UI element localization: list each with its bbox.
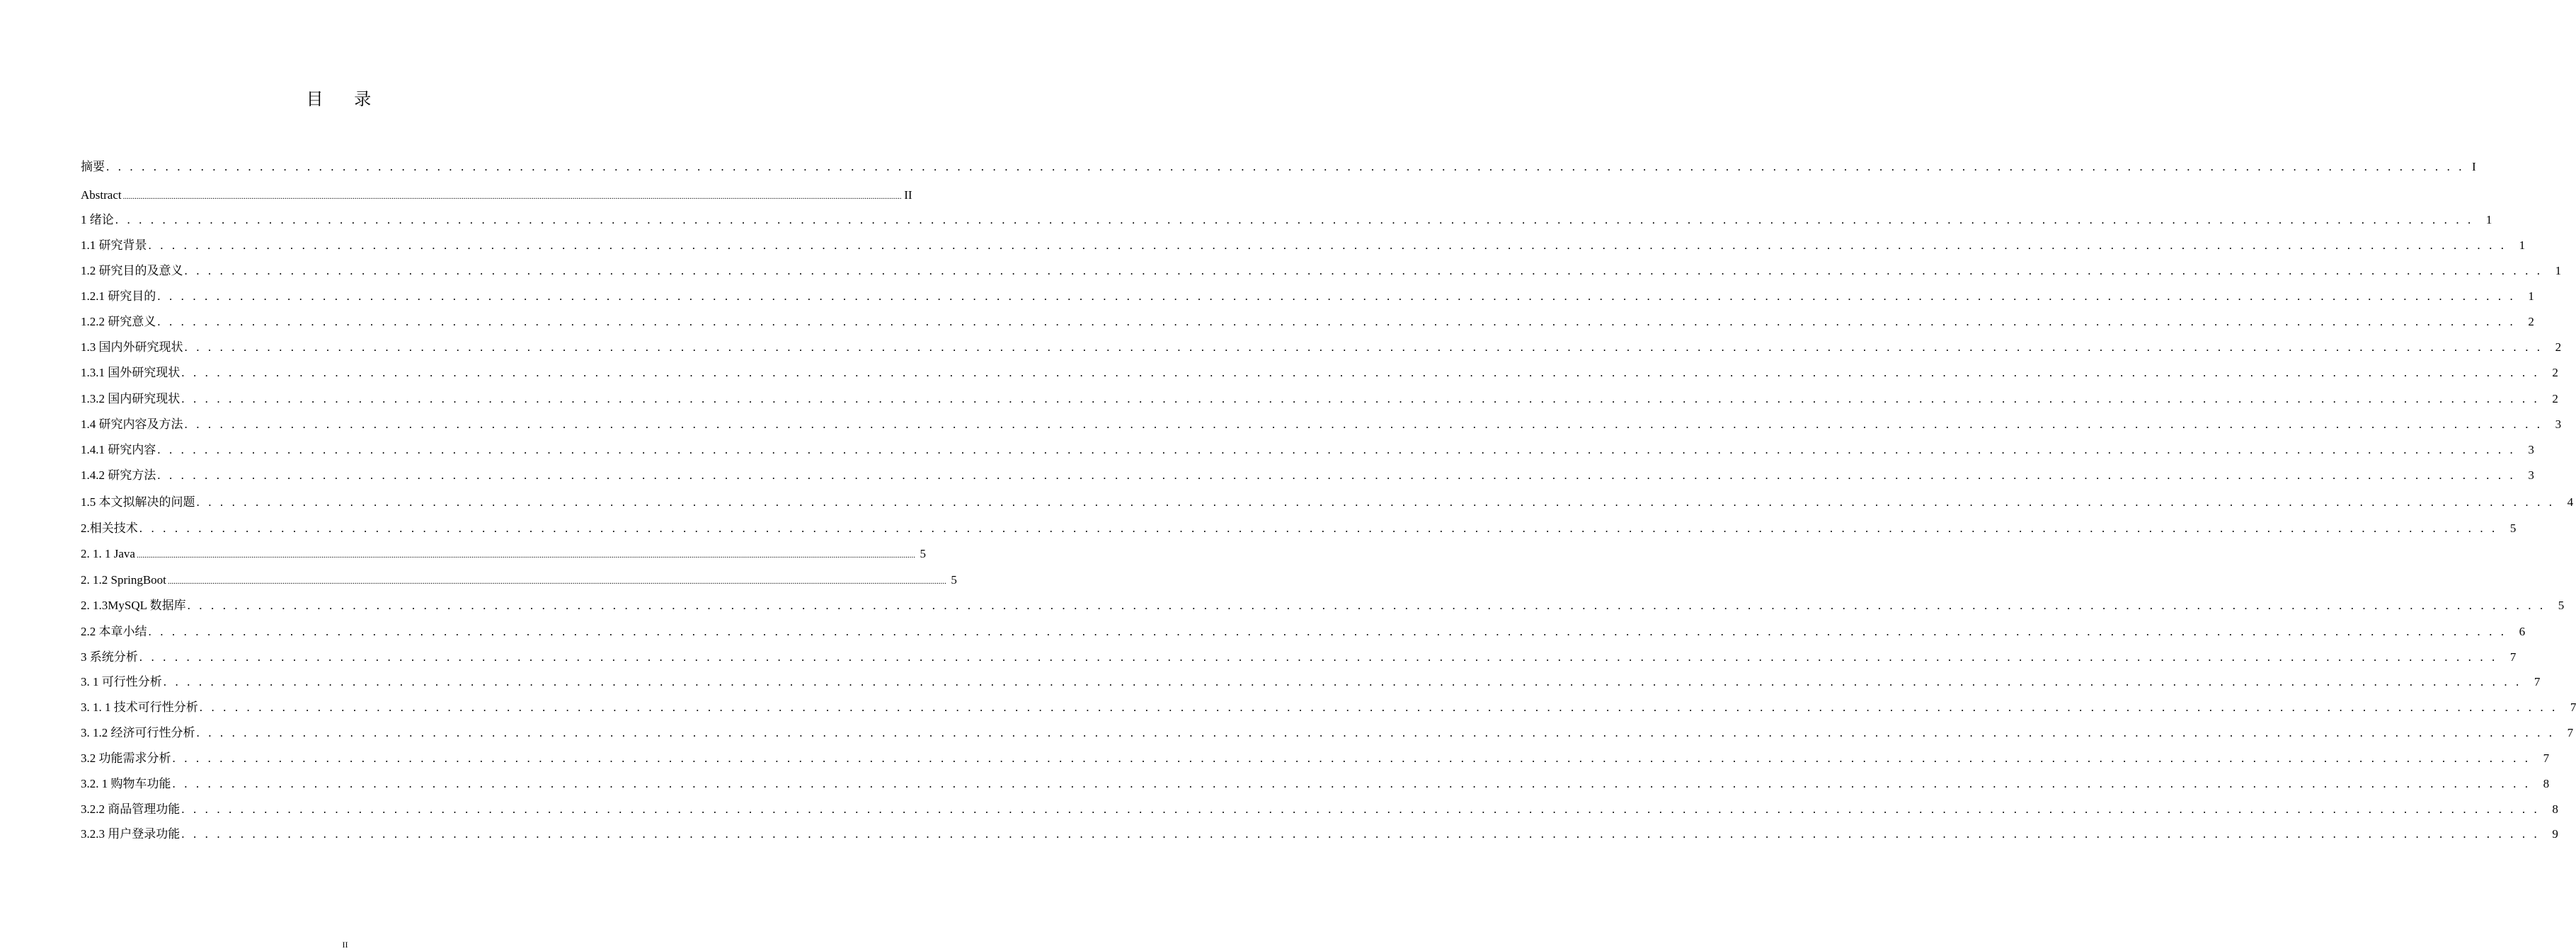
footer-page-number: II <box>342 940 348 950</box>
toc-dot-leader: ................................................................................................................................................................................................................................................................................................................................................................................................................ <box>122 192 902 201</box>
toc-entry-label: 3. 1.2 经济可行性分析 <box>81 726 195 739</box>
toc-dot-leader: . . . . . . . . . . . . . . . . . . . . . . . . . . . . . . . . . . . . . . . . . . . . . . . . . . . . . . . . . . . . . . . . . . . . . . . . . . . . . . . . . . . . . . . . . . . . . . . . . . . . . . . . . . . . . . . . . . . . . . . . . . . . . . . . . . . . . . . . . . . . . . . . . . . . . . . . . . . . . . . . . . . . . . . . . . . . . . . . . . . . . . . . . . . . . . . . . . . . . . . . <box>139 650 2498 664</box>
toc-dot-leader: . . . . . . . . . . . . . . . . . . . . . . . . . . . . . . . . . . . . . . . . . . . . . . . . . . . . . . . . . . . . . . . . . . . . . . . . . . . . . . . . . . . . . . . . . . . . . . . . . . . . . . . . . . . . . . . . . . . . . . . . . . . . . . . . . . . . . . . . . . . . . . . . . . . . . . . . . . . . . . . . . . . . . . . . . . . . . . . . . . . . . . . . . . . . . . . . . . . . . . . . <box>157 289 2516 303</box>
toc-entry-page: 7 <box>2534 675 2541 688</box>
toc-entry-page: 8 <box>2552 802 2558 816</box>
toc-dot-leader: . . . . . . . . . . . . . . . . . . . . . . . . . . . . . . . . . . . . . . . . . . . . . . . . . . . . . . . . . . . . . . . . . . . . . . . . . . . . . . . . . . . . . . . . . . . . . . . . . . . . . . . . . . . . . . . . . . . . . . . . . . . . . . . . . . . . . . . . . . . . . . . . . . . . . . . . . . . . . . . . . . . . . . . . . . . . . . . . . . . . . . . . . . . . . . . . . . . . . . . . <box>106 160 2465 173</box>
toc-dot-leader: . . . . . . . . . . . . . . . . . . . . . . . . . . . . . . . . . . . . . . . . . . . . . . . . . . . . . . . . . . . . . . . . . . . . . . . . . . . . . . . . . . . . . . . . . . . . . . . . . . . . . . . . . . . . . . . . . . . . . . . . . . . . . . . . . . . . . . . . . . . . . . . . . . . . . . . . . . . . . . . . . . . . . . . . . . . . . . . . . . . . . . . . . . . . . . . . . . . . . . . . <box>196 726 2555 739</box>
toc-dot-leader: . . . . . . . . . . . . . . . . . . . . . . . . . . . . . . . . . . . . . . . . . . . . . . . . . . . . . . . . . . . . . . . . . . . . . . . . . . . . . . . . . . . . . . . . . . . . . . . . . . . . . . . . . . . . . . . . . . . . . . . . . . . . . . . . . . . . . . . . . . . . . . . . . . . . . . . . . . . . . . . . . . . . . . . . . . . . . . . . . . . . . . . . . . . . . . . . . . . . . . . . <box>181 827 2540 841</box>
toc-entry-label: 3.2.2 商品管理功能 <box>81 802 181 816</box>
toc-dot-leader: . . . . . . . . . . . . . . . . . . . . . . . . . . . . . . . . . . . . . . . . . . . . . . . . . . . . . . . . . . . . . . . . . . . . . . . . . . . . . . . . . . . . . . . . . . . . . . . . . . . . . . . . . . . . . . . . . . . . . . . . . . . . . . . . . . . . . . . . . . . . . . . . . . . . . . . . . . . . . . . . . . . . . . . . . . . . . . . . . . . . . . . . . . . . . . . . . . . . . . . . <box>157 443 2516 456</box>
toc-entry-label: 2. 1.3MySQL 数据库 <box>81 599 186 612</box>
toc-entry-page: 3 <box>2528 468 2534 482</box>
toc-entry-label: 3 系统分析 <box>81 650 138 664</box>
toc-entry[interactable] <box>81 187 912 204</box>
toc-entry-label: 1.2.2 研究意义 <box>81 315 156 328</box>
toc-entry-label: 2.相关技术 <box>81 521 138 535</box>
toc-dot-leader: . . . . . . . . . . . . . . . . . . . . . . . . . . . . . . . . . . . . . . . . . . . . . . . . . . . . . . . . . . . . . . . . . . . . . . . . . . . . . . . . . . . . . . . . . . . . . . . . . . . . . . . . . . . . . . . . . . . . . . . . . . . . . . . . . . . . . . . . . . . . . . . . . . . . . . . . . . . . . . . . . . . . . . . . . . . . . . . . . . . . . . . . . . . . . . . . . . . . . . . . <box>181 366 2540 379</box>
toc-entry-page: 1 <box>2528 289 2534 303</box>
toc-dot-leader: . . . . . . . . . . . . . . . . . . . . . . . . . . . . . . . . . . . . . . . . . . . . . . . . . . . . . . . . . . . . . . . . . . . . . . . . . . . . . . . . . . . . . . . . . . . . . . . . . . . . . . . . . . . . . . . . . . . . . . . . . . . . . . . . . . . . . . . . . . . . . . . . . . . . . . . . . . . . . . . . . . . . . . . . . . . . . . . . . . . . . . . . . . . . . . . . . . . . . . . . <box>115 213 2474 226</box>
toc-dot-leader: . . . . . . . . . . . . . . . . . . . . . . . . . . . . . . . . . . . . . . . . . . . . . . . . . . . . . . . . . . . . . . . . . . . . . . . . . . . . . . . . . . . . . . . . . . . . . . . . . . . . . . . . . . . . . . . . . . . . . . . . . . . . . . . . . . . . . . . . . . . . . . . . . . . . . . . . . . . . . . . . . . . . . . . . . . . . . . . . . . . . . . . . . . . . . . . . . . . . . . . . <box>139 521 2498 535</box>
toc-entry-label: 3.2. 1 购物车功能 <box>81 777 171 790</box>
toc-entry-label: 1.4.2 研究方法 <box>81 468 156 482</box>
toc-entry-page: 7 <box>2543 751 2550 765</box>
toc-entry[interactable] <box>81 520 2517 537</box>
toc-entry-page: 5 <box>920 547 926 560</box>
toc-entry-page: 6 <box>2519 625 2526 638</box>
toc-entry[interactable] <box>81 263 2562 279</box>
toc-entry-page: 2 <box>2552 392 2558 405</box>
toc-entry-page: I <box>2471 160 2476 173</box>
toc-entry[interactable] <box>81 288 2534 305</box>
toc-entry-page: 9 <box>2552 827 2558 841</box>
toc-entry-label: 1.3 国内外研究现状 <box>81 340 183 354</box>
toc-entry-page: 3 <box>2528 443 2534 456</box>
toc-entry-label: 2. 1. 1 Java <box>81 547 135 560</box>
toc-entry[interactable] <box>81 237 2526 254</box>
toc-entry[interactable] <box>81 750 2550 767</box>
toc-entry-page: 8 <box>2543 777 2550 790</box>
toc-entry-page: 1 <box>2555 264 2562 277</box>
toc-entry-page: 5 <box>951 573 957 587</box>
toc-dot-leader: . . . . . . . . . . . . . . . . . . . . . . . . . . . . . . . . . . . . . . . . . . . . . . . . . . . . . . . . . . . . . . . . . . . . . . . . . . . . . . . . . . . . . . . . . . . . . . . . . . . . . . . . . . . . . . . . . . . . . . . . . . . . . . . . . . . . . . . . . . . . . . . . . . . . . . . . . . . . . . . . . . . . . . . . . . . . . . . . . . . . . . . . . . . . . . . . . . . . . . . . <box>184 417 2543 431</box>
toc-dot-leader: . . . . . . . . . . . . . . . . . . . . . . . . . . . . . . . . . . . . . . . . . . . . . . . . . . . . . . . . . . . . . . . . . . . . . . . . . . . . . . . . . . . . . . . . . . . . . . . . . . . . . . . . . . . . . . . . . . . . . . . . . . . . . . . . . . . . . . . . . . . . . . . . . . . . . . . . . . . . . . . . . . . . . . . . . . . . . . . . . . . . . . . . . . . . . . . . . . . . . . . . <box>148 625 2507 638</box>
toc-entry[interactable] <box>81 467 2534 484</box>
toc-dot-leader: ................................................................................................................................................................................................................................................................................................................................................................................................................ <box>136 551 915 560</box>
toc-entry-label: 1.3.2 国内研究现状 <box>81 392 181 405</box>
toc-entry-page: 1 <box>2519 238 2526 252</box>
toc-entry[interactable] <box>81 442 2534 459</box>
toc-entry-label: 1.5 本文拟解决的问题 <box>81 495 195 509</box>
toc-entry[interactable] <box>81 546 926 563</box>
toc-entry[interactable] <box>81 776 2550 792</box>
toc-dot-leader: . . . . . . . . . . . . . . . . . . . . . . . . . . . . . . . . . . . . . . . . . . . . . . . . . . . . . . . . . . . . . . . . . . . . . . . . . . . . . . . . . . . . . . . . . . . . . . . . . . . . . . . . . . . . . . . . . . . . . . . . . . . . . . . . . . . . . . . . . . . . . . . . . . . . . . . . . . . . . . . . . . . . . . . . . . . . . . . . . . . . . . . . . . . . . . . . . . . . . . . . <box>163 675 2522 688</box>
toc-entry-label: 1.2.1 研究目的 <box>81 289 156 303</box>
toc-entry-label: 3.2 功能需求分析 <box>81 751 171 765</box>
toc-entry-page: 7 <box>2570 701 2576 714</box>
toc-entry[interactable] <box>81 158 2476 175</box>
toc-dot-leader: . . . . . . . . . . . . . . . . . . . . . . . . . . . . . . . . . . . . . . . . . . . . . . . . . . . . . . . . . . . . . . . . . . . . . . . . . . . . . . . . . . . . . . . . . . . . . . . . . . . . . . . . . . . . . . . . . . . . . . . . . . . . . . . . . . . . . . . . . . . . . . . . . . . . . . . . . . . . . . . . . . . . . . . . . . . . . . . . . . . . . . . . . . . . . . . . . . . . . . . . <box>184 340 2543 354</box>
toc-entry-page: 2 <box>2555 340 2562 354</box>
toc-entry[interactable] <box>81 212 2492 229</box>
toc-entry-page: 5 <box>2509 521 2517 535</box>
toc-dot-leader: . . . . . . . . . . . . . . . . . . . . . . . . . . . . . . . . . . . . . . . . . . . . . . . . . . . . . . . . . . . . . . . . . . . . . . . . . . . . . . . . . . . . . . . . . . . . . . . . . . . . . . . . . . . . . . . . . . . . . . . . . . . . . . . . . . . . . . . . . . . . . . . . . . . . . . . . . . . . . . . . . . . . . . . . . . . . . . . . . . . . . . . . . . . . . . . . . . . . . . . . <box>184 264 2543 277</box>
toc-dot-leader: . . . . . . . . . . . . . . . . . . . . . . . . . . . . . . . . . . . . . . . . . . . . . . . . . . . . . . . . . . . . . . . . . . . . . . . . . . . . . . . . . . . . . . . . . . . . . . . . . . . . . . . . . . . . . . . . . . . . . . . . . . . . . . . . . . . . . . . . . . . . . . . . . . . . . . . . . . . . . . . . . . . . . . . . . . . . . . . . . . . . . . . . . . . . . . . . . . . . . . . . <box>199 701 2558 714</box>
toc-entry-label: 1.2 研究目的及意义 <box>81 264 183 277</box>
toc-dot-leader: . . . . . . . . . . . . . . . . . . . . . . . . . . . . . . . . . . . . . . . . . . . . . . . . . . . . . . . . . . . . . . . . . . . . . . . . . . . . . . . . . . . . . . . . . . . . . . . . . . . . . . . . . . . . . . . . . . . . . . . . . . . . . . . . . . . . . . . . . . . . . . . . . . . . . . . . . . . . . . . . . . . . . . . . . . . . . . . . . . . . . . . . . . . . . . . . . . . . . . . . <box>157 468 2516 482</box>
toc-entry-page: 7 <box>2567 726 2574 739</box>
toc-entry-label: 2. 1.2 SpringBoot <box>81 573 166 587</box>
toc-entry[interactable] <box>81 494 2574 511</box>
toc-entry-label: Abstract <box>81 188 122 202</box>
page-title: 目 录 <box>306 89 384 109</box>
toc-entry[interactable] <box>81 826 2558 843</box>
toc-entry-label: 1.3.1 国外研究现状 <box>81 366 181 379</box>
toc-entry[interactable] <box>81 649 2517 666</box>
toc-entry-label: 1.4 研究内容及方法 <box>81 417 183 431</box>
toc-entry-label: 2.2 本章小结 <box>81 625 147 638</box>
toc-entry-page: 4 <box>2567 495 2574 509</box>
toc-dot-leader: . . . . . . . . . . . . . . . . . . . . . . . . . . . . . . . . . . . . . . . . . . . . . . . . . . . . . . . . . . . . . . . . . . . . . . . . . . . . . . . . . . . . . . . . . . . . . . . . . . . . . . . . . . . . . . . . . . . . . . . . . . . . . . . . . . . . . . . . . . . . . . . . . . . . . . . . . . . . . . . . . . . . . . . . . . . . . . . . . . . . . . . . . . . . . . . . . . . . . . . . <box>181 392 2540 405</box>
toc-entry-page: 7 <box>2509 650 2517 664</box>
toc-entry-label: 3. 1. 1 技术可行性分析 <box>81 701 198 714</box>
toc-entry-page: II <box>904 188 912 202</box>
toc-entry-label: 1 绪论 <box>81 213 114 226</box>
toc-entry-page: 3 <box>2555 417 2562 431</box>
toc-entry-label: 3. 1 可行性分析 <box>81 675 162 688</box>
toc-entry-page: 5 <box>2558 599 2565 612</box>
toc-entry[interactable] <box>81 313 2534 330</box>
toc-entry[interactable] <box>81 416 2562 433</box>
toc-entry[interactable] <box>81 674 2541 691</box>
toc-entry-page: 2 <box>2528 315 2534 328</box>
toc-entry[interactable] <box>81 623 2526 640</box>
toc-dot-leader: . . . . . . . . . . . . . . . . . . . . . . . . . . . . . . . . . . . . . . . . . . . . . . . . . . . . . . . . . . . . . . . . . . . . . . . . . . . . . . . . . . . . . . . . . . . . . . . . . . . . . . . . . . . . . . . . . . . . . . . . . . . . . . . . . . . . . . . . . . . . . . . . . . . . . . . . . . . . . . . . . . . . . . . . . . . . . . . . . . . . . . . . . . . . . . . . . . . . . . . . <box>157 315 2516 328</box>
toc-entry-label: 1.4.1 研究内容 <box>81 443 156 456</box>
toc-dot-leader: . . . . . . . . . . . . . . . . . . . . . . . . . . . . . . . . . . . . . . . . . . . . . . . . . . . . . . . . . . . . . . . . . . . . . . . . . . . . . . . . . . . . . . . . . . . . . . . . . . . . . . . . . . . . . . . . . . . . . . . . . . . . . . . . . . . . . . . . . . . . . . . . . . . . . . . . . . . . . . . . . . . . . . . . . . . . . . . . . . . . . . . . . . . . . . . . . . . . . . . . <box>172 777 2531 790</box>
toc-entry[interactable] <box>81 364 2558 381</box>
toc-entry-label: 3.2.3 用户登录功能 <box>81 827 181 841</box>
toc-dot-leader: . . . . . . . . . . . . . . . . . . . . . . . . . . . . . . . . . . . . . . . . . . . . . . . . . . . . . . . . . . . . . . . . . . . . . . . . . . . . . . . . . . . . . . . . . . . . . . . . . . . . . . . . . . . . . . . . . . . . . . . . . . . . . . . . . . . . . . . . . . . . . . . . . . . . . . . . . . . . . . . . . . . . . . . . . . . . . . . . . . . . . . . . . . . . . . . . . . . . . . . . <box>181 802 2540 816</box>
toc-dot-leader: . . . . . . . . . . . . . . . . . . . . . . . . . . . . . . . . . . . . . . . . . . . . . . . . . . . . . . . . . . . . . . . . . . . . . . . . . . . . . . . . . . . . . . . . . . . . . . . . . . . . . . . . . . . . . . . . . . . . . . . . . . . . . . . . . . . . . . . . . . . . . . . . . . . . . . . . . . . . . . . . . . . . . . . . . . . . . . . . . . . . . . . . . . . . . . . . . . . . . . . . <box>172 751 2531 765</box>
toc-entry[interactable] <box>81 597 2565 614</box>
toc-entry[interactable] <box>81 801 2558 818</box>
toc-entry[interactable] <box>81 699 2576 716</box>
toc-entry-page: 2 <box>2552 366 2558 379</box>
toc-entry[interactable] <box>81 391 2558 408</box>
toc-entry-label: 1.1 研究背景 <box>81 238 147 252</box>
toc-entry-label: 摘要 <box>81 160 105 173</box>
toc-entry[interactable] <box>81 572 957 589</box>
toc-entry[interactable] <box>81 725 2574 742</box>
toc-dot-leader: ................................................................................................................................................................................................................................................................................................................................................................................................................ <box>167 577 946 586</box>
toc-entry[interactable] <box>81 339 2562 356</box>
toc-dot-leader: . . . . . . . . . . . . . . . . . . . . . . . . . . . . . . . . . . . . . . . . . . . . . . . . . . . . . . . . . . . . . . . . . . . . . . . . . . . . . . . . . . . . . . . . . . . . . . . . . . . . . . . . . . . . . . . . . . . . . . . . . . . . . . . . . . . . . . . . . . . . . . . . . . . . . . . . . . . . . . . . . . . . . . . . . . . . . . . . . . . . . . . . . . . . . . . . . . . . . . . . <box>196 495 2555 509</box>
toc-entry-page: 1 <box>2485 213 2492 226</box>
toc-dot-leader: . . . . . . . . . . . . . . . . . . . . . . . . . . . . . . . . . . . . . . . . . . . . . . . . . . . . . . . . . . . . . . . . . . . . . . . . . . . . . . . . . . . . . . . . . . . . . . . . . . . . . . . . . . . . . . . . . . . . . . . . . . . . . . . . . . . . . . . . . . . . . . . . . . . . . . . . . . . . . . . . . . . . . . . . . . . . . . . . . . . . . . . . . . . . . . . . . . . . . . . . <box>148 238 2507 252</box>
toc-dot-leader: . . . . . . . . . . . . . . . . . . . . . . . . . . . . . . . . . . . . . . . . . . . . . . . . . . . . . . . . . . . . . . . . . . . . . . . . . . . . . . . . . . . . . . . . . . . . . . . . . . . . . . . . . . . . . . . . . . . . . . . . . . . . . . . . . . . . . . . . . . . . . . . . . . . . . . . . . . . . . . . . . . . . . . . . . . . . . . . . . . . . . . . . . . . . . . . . . . . . . . . . <box>187 599 2546 612</box>
